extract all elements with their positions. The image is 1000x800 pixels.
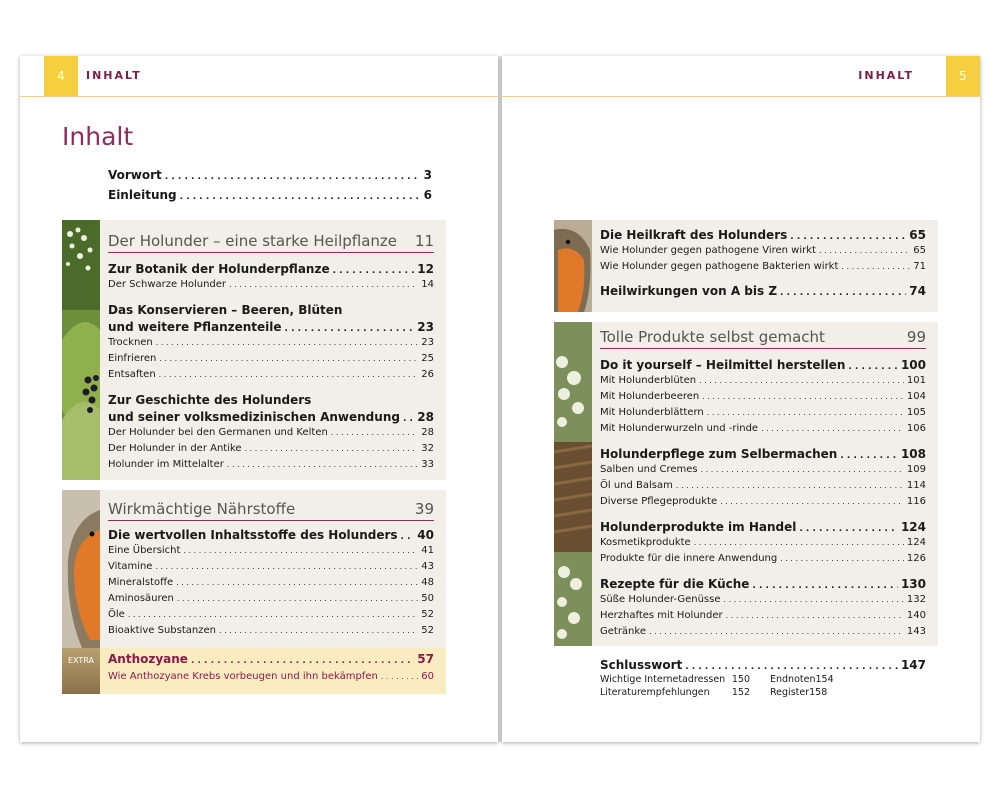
entry-page: 104 <box>906 391 926 402</box>
dot-leader <box>701 464 904 475</box>
entry-title: Holunderprodukte im Handel <box>600 520 797 534</box>
dot-leader <box>841 261 910 272</box>
toc-entry[interactable] <box>108 593 434 604</box>
toc-entry[interactable] <box>600 577 926 591</box>
entry-title: Mit Holunderblättern <box>600 407 704 418</box>
entry-page: 116 <box>906 496 926 507</box>
toc-entry[interactable] <box>108 337 434 348</box>
toc-entry[interactable] <box>600 447 926 461</box>
entry-title: Wichtige Internetadressen <box>600 674 726 685</box>
dot-leader <box>159 353 418 364</box>
toc-entry[interactable] <box>108 528 434 542</box>
dot-leader <box>699 375 904 386</box>
toc-section <box>554 220 938 312</box>
toc-entry[interactable] <box>108 561 434 572</box>
entry-title: Einleitung <box>108 188 177 202</box>
dot-leader <box>403 410 414 424</box>
entry-page: 152 <box>731 687 750 698</box>
entry-page: 105 <box>906 407 926 418</box>
toc-entry[interactable] <box>600 228 926 242</box>
toc-entry[interactable] <box>600 284 926 298</box>
entry-title: Kosmetikprodukte <box>600 537 691 548</box>
entry-page: 14 <box>421 279 434 290</box>
entry-title: Öle <box>108 609 125 620</box>
toc-entry[interactable] <box>108 671 434 682</box>
dot-leader <box>702 391 904 402</box>
entry-title: Das Konservieren – Beeren, Blüten <box>108 303 343 317</box>
dot-leader <box>401 528 415 542</box>
entry-page: 158 <box>809 687 828 698</box>
entry-title: Register <box>770 687 810 698</box>
section-page: 11 <box>414 232 434 250</box>
page-number: 5 <box>946 56 980 96</box>
toc-entry[interactable] <box>600 261 926 272</box>
dot-leader <box>229 279 418 290</box>
entry-title: Literaturempfehlungen <box>600 687 710 698</box>
dot-leader <box>159 369 419 380</box>
entry-page: 23 <box>417 320 434 334</box>
dot-leader <box>726 610 904 621</box>
entry-title: Die Heilkraft des Holunders <box>600 228 788 242</box>
header-label: INHALT <box>858 69 914 82</box>
appendix-list <box>600 674 926 704</box>
section-title-text: Der Holunder – eine starke Heilpflanze <box>108 232 398 250</box>
toc-entry[interactable] <box>108 188 432 202</box>
section-page: 99 <box>906 328 926 346</box>
entry-page: 126 <box>906 553 926 564</box>
toc-entry[interactable] <box>600 358 926 372</box>
toc-entry[interactable] <box>108 625 434 636</box>
toc-entry[interactable] <box>600 496 926 507</box>
entry-title: Heilwirkungen von A bis Z <box>600 284 778 298</box>
dot-leader <box>780 284 906 298</box>
dot-leader <box>285 320 415 334</box>
toc-entry[interactable] <box>770 687 926 698</box>
toc-entry[interactable] <box>600 553 926 564</box>
entry-page: 130 <box>900 577 926 591</box>
toc-entry[interactable] <box>108 459 434 470</box>
entry-title: Der Holunder bei den Germanen und Kelten <box>108 427 328 438</box>
toc-entry[interactable] <box>108 577 434 588</box>
entry-page: 143 <box>906 626 926 637</box>
entry-page: 109 <box>906 464 926 475</box>
entry-page: 108 <box>900 447 926 461</box>
section-title-text: Tolle Produkte selbst gemacht <box>600 328 825 346</box>
entry-title: Vitamine <box>108 561 153 572</box>
dot-leader <box>155 561 418 572</box>
entry-page: 100 <box>900 358 926 372</box>
dot-leader <box>799 520 898 534</box>
entry-title: und seiner volksmedizinischen Anwendung <box>108 410 400 424</box>
dot-leader <box>381 671 418 682</box>
page-header <box>502 56 980 97</box>
extra-badge-label: EXTRA <box>68 656 94 665</box>
entry-page: 147 <box>900 658 926 672</box>
entry-title: Zur Geschichte des Holunders <box>108 393 312 407</box>
toc-entry[interactable] <box>600 537 926 548</box>
toc-entry[interactable] <box>108 369 434 380</box>
toc-entry[interactable] <box>108 410 434 424</box>
toc-section <box>62 490 446 648</box>
entry-page: 74 <box>909 284 926 298</box>
toc-section <box>62 220 446 480</box>
entry-page: 28 <box>421 427 434 438</box>
toc-entry[interactable] <box>600 464 926 475</box>
entry-title: Wie Anthozyane Krebs vorbeugen und ihn bekämpfen <box>108 671 378 682</box>
toc-entry[interactable] <box>600 610 926 621</box>
entry-title: Der Schwarze Holunder <box>108 279 227 290</box>
toc-entry[interactable] <box>108 168 432 182</box>
dot-leader <box>840 447 898 461</box>
header-label: INHALT <box>86 69 142 82</box>
entry-page: 60 <box>421 671 434 682</box>
entry-title: Trocknen <box>108 337 153 348</box>
dot-leader <box>720 496 904 507</box>
entry-page: 52 <box>421 625 434 636</box>
toc-entry[interactable] <box>600 480 926 491</box>
entry-title: Diverse Pflegeprodukte <box>600 496 718 507</box>
entry-title: Mineralstoffe <box>108 577 174 588</box>
toc-entry[interactable] <box>600 407 926 418</box>
entry-title: Eine Übersicht <box>108 545 181 556</box>
dot-leader <box>649 626 904 637</box>
entry-title: Rezepte für die Küche <box>600 577 750 591</box>
entry-title: Süße Holunder-Genüsse <box>600 594 721 605</box>
entry-page: 23 <box>421 337 434 348</box>
toc-entry[interactable] <box>108 652 434 666</box>
dot-leader <box>176 577 418 588</box>
entry-page: 25 <box>421 353 434 364</box>
entry-page: 124 <box>906 537 926 548</box>
entry-page: 33 <box>421 459 434 470</box>
toc-entry[interactable] <box>108 393 434 407</box>
section-title-text: Wirkmächtige Nährstoffe <box>108 500 296 518</box>
toc-entry[interactable] <box>770 674 926 685</box>
dot-leader <box>780 553 904 564</box>
entry-title: Mit Holunderwurzeln und -rinde <box>600 423 759 434</box>
entry-page: 124 <box>900 520 926 534</box>
entry-page: 6 <box>423 188 432 202</box>
entry-page: 57 <box>417 652 434 666</box>
toc-entry[interactable] <box>108 427 434 438</box>
entry-title: Holunder im Mittelalter <box>108 459 224 470</box>
entry-title: Wie Holunder gegen pathogene Viren wirkt <box>600 245 816 256</box>
entry-title: Do it yourself – Heilmittel herstellen <box>600 358 846 372</box>
page-title: Inhalt <box>62 122 134 151</box>
extra-badge <box>62 648 100 694</box>
entry-page: 140 <box>906 610 926 621</box>
entry-page: 43 <box>421 561 434 572</box>
entry-page: 65 <box>909 228 926 242</box>
entry-page: 114 <box>906 480 926 491</box>
extra-box <box>62 648 446 694</box>
dot-leader <box>165 168 421 182</box>
toc-entry[interactable] <box>600 423 926 434</box>
entry-title: Mit Holunderbeeren <box>600 391 700 402</box>
entry-page: 71 <box>913 261 926 272</box>
dot-leader <box>177 593 418 604</box>
left-page <box>20 56 498 742</box>
section-title <box>108 232 434 253</box>
entry-page: 106 <box>906 423 926 434</box>
page-number: 4 <box>44 56 78 96</box>
toc-entry[interactable] <box>108 353 434 364</box>
toc-entry[interactable] <box>600 594 926 605</box>
toc-section <box>554 322 938 646</box>
dot-leader <box>180 188 421 202</box>
entry-title: Zur Botanik der Holunderpflanze <box>108 262 330 276</box>
entry-title: Vorwort <box>108 168 162 182</box>
section-title <box>108 500 434 521</box>
entry-title: und weitere Pflanzenteile <box>108 320 282 334</box>
entry-page: 132 <box>906 594 926 605</box>
dot-leader <box>707 407 904 418</box>
entry-page: 150 <box>731 674 750 685</box>
entry-page: 26 <box>421 369 434 380</box>
right-page <box>502 56 980 742</box>
toc-entry[interactable] <box>108 262 434 276</box>
dot-leader <box>685 658 898 672</box>
entry-page: 12 <box>417 262 434 276</box>
toc-entry[interactable] <box>600 674 750 685</box>
toc-entry[interactable] <box>600 245 926 256</box>
dot-leader <box>694 537 904 548</box>
toc-entry[interactable] <box>108 609 434 620</box>
dot-leader <box>752 577 897 591</box>
section-title <box>600 328 926 349</box>
entry-title: Bioaktive Substanzen <box>108 625 216 636</box>
entry-title: Wie Holunder gegen pathogene Bakterien wirkt <box>600 261 839 272</box>
dot-leader <box>790 228 906 242</box>
entry-title: Entsaften <box>108 369 156 380</box>
toc-entry[interactable] <box>108 279 434 290</box>
entry-page: 40 <box>417 528 434 542</box>
entry-title: Die wertvollen Inhaltsstoffe des Holunders <box>108 528 398 542</box>
entry-page: 101 <box>906 375 926 386</box>
entry-page: 28 <box>417 410 434 424</box>
entry-title: Herzhaftes mit Holunder <box>600 610 723 621</box>
elderberry-photo <box>62 220 100 480</box>
dot-leader <box>227 459 418 470</box>
entry-title: Öl und Balsam <box>600 480 673 491</box>
toc-entry[interactable] <box>108 443 434 454</box>
dot-leader <box>183 545 418 556</box>
entry-title: Mit Holunderblüten <box>600 375 697 386</box>
entry-title: Holunderpflege zum Selbermachen <box>600 447 838 461</box>
entry-page: 48 <box>421 577 434 588</box>
entry-page: 154 <box>815 674 834 685</box>
page-header <box>20 56 498 97</box>
dot-leader <box>331 427 418 438</box>
toc-entry[interactable] <box>108 320 434 334</box>
entry-page: 41 <box>421 545 434 556</box>
entry-title: Salben und Cremes <box>600 464 698 475</box>
entry-title: Schlusswort <box>600 658 683 672</box>
elderflower-basket-photo <box>554 322 592 646</box>
robin-photo <box>554 220 592 312</box>
toc-entry[interactable] <box>600 391 926 402</box>
toc-entry[interactable] <box>108 545 434 556</box>
toc-entry[interactable] <box>600 520 926 534</box>
dot-leader <box>156 337 419 348</box>
toc-entry[interactable] <box>600 375 926 386</box>
entry-title: Einfrieren <box>108 353 157 364</box>
toc-entry[interactable] <box>600 626 926 637</box>
dot-leader <box>676 480 904 491</box>
entry-page: 50 <box>421 593 434 604</box>
entry-page: 3 <box>423 168 432 182</box>
entry-title: Anthozyane <box>108 652 188 666</box>
robin-photo <box>62 490 100 648</box>
dot-leader <box>724 594 904 605</box>
dot-leader <box>848 358 898 372</box>
toc-entry[interactable] <box>108 303 434 317</box>
dot-leader <box>128 609 418 620</box>
entry-title: Getränke <box>600 626 646 637</box>
entry-title: Produkte für die innere Anwendung <box>600 553 778 564</box>
entry-page: 32 <box>421 443 434 454</box>
entry-title: Der Holunder in der Antike <box>108 443 242 454</box>
toc-entry[interactable] <box>600 687 750 698</box>
dot-leader <box>219 625 418 636</box>
dot-leader <box>191 652 414 666</box>
entry-page: 65 <box>913 245 926 256</box>
toc-entry[interactable] <box>600 658 926 672</box>
entry-page: 52 <box>421 609 434 620</box>
dot-leader <box>333 262 415 276</box>
entry-title: Endnoten <box>770 674 816 685</box>
section-page: 39 <box>414 500 434 518</box>
entry-title: Aminosäuren <box>108 593 174 604</box>
dot-leader <box>761 423 904 434</box>
dot-leader <box>245 443 419 454</box>
dot-leader <box>819 245 910 256</box>
